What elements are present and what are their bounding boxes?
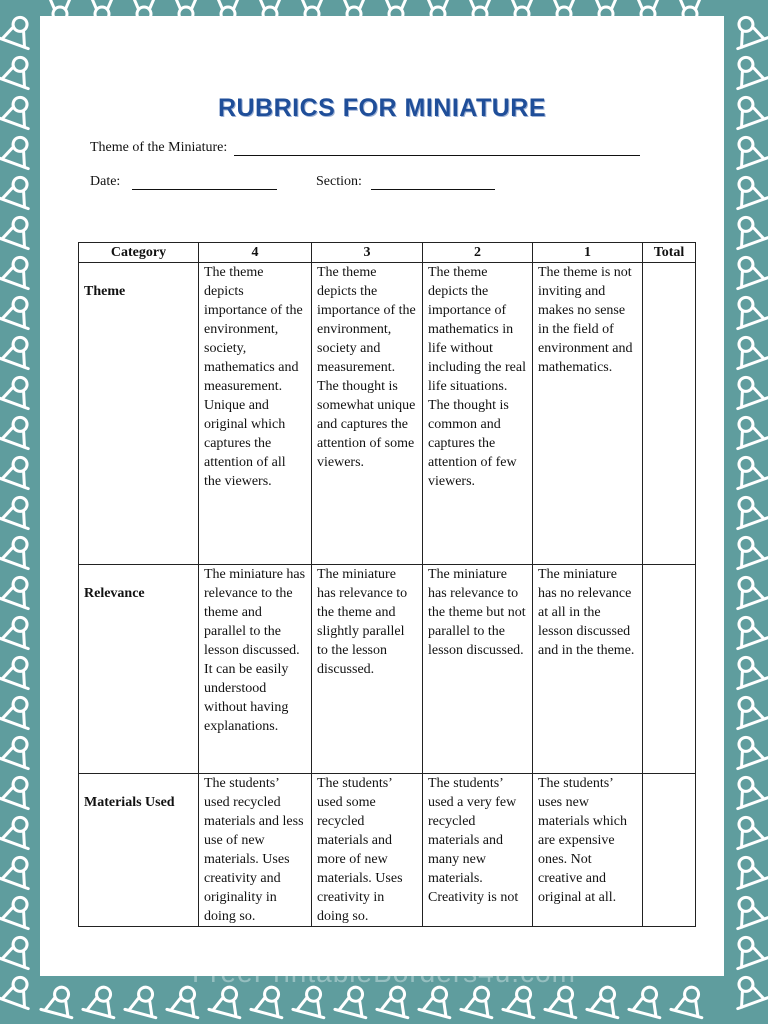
theme-blank-line[interactable]	[234, 143, 640, 156]
category-cell: Relevance	[79, 565, 199, 774]
watermark-text: FreePrintableBorders4u.com	[192, 957, 576, 988]
total-cell[interactable]	[643, 565, 696, 774]
header-category: Category	[79, 243, 199, 263]
score-2-cell: The theme depicts the importance of mathematics in life without including the real life situations. The thought is common and captures the attention of few viewers.	[423, 263, 533, 565]
date-blank-line[interactable]	[132, 177, 277, 190]
date-label: Date:	[90, 174, 121, 189]
score-2-cell: The students’ used a very few recycled materials and many new materials. Creativity is not	[423, 774, 533, 927]
header-score-4: 4	[199, 243, 312, 263]
score-1-cell: The theme is not inviting and makes no sense in the field of environment and mathematics.	[533, 263, 643, 565]
table-row	[79, 565, 696, 774]
section-label: Section:	[316, 174, 362, 189]
table-row	[79, 263, 696, 565]
header-score-1: 1	[533, 243, 643, 263]
header-score-2: 2	[423, 243, 533, 263]
rubric-table	[78, 242, 696, 927]
page-sheet	[40, 16, 724, 976]
total-cell[interactable]	[643, 263, 696, 565]
score-3-cell: The theme depicts the importance of the environment, society and measurement. The thought is somewhat unique and captures the attention of some viewers.	[312, 263, 423, 565]
header-score-3: 3	[312, 243, 423, 263]
page-title: RUBRICS FOR MINIATURE	[217, 94, 547, 122]
header-total: Total	[643, 243, 696, 263]
score-4-cell: The students’ used recycled materials and less use of new materials. Uses creativity and originality in doing so.	[199, 774, 312, 927]
score-1-cell: The miniature has no relevance at all in the lesson discussed and in the theme.	[533, 565, 643, 774]
category-cell: Materials Used	[79, 774, 199, 927]
category-cell: Theme	[79, 263, 199, 565]
table-row	[79, 774, 696, 927]
table-header-row	[79, 243, 696, 263]
score-4-cell: The theme depicts importance of the environment, society, mathematics and measurement. Unique and original which captures the attention of all the viewers.	[199, 263, 312, 565]
date-field	[90, 174, 277, 190]
score-3-cell: The students’ used some recycled materials and more of new materials. Uses creativity in doing so.	[312, 774, 423, 927]
theme-field	[90, 140, 640, 156]
section-field	[316, 174, 495, 190]
total-cell[interactable]	[643, 774, 696, 927]
score-4-cell: The miniature has relevance to the theme and parallel to the lesson discussed. It can be easily understood without having explanations.	[199, 565, 312, 774]
score-2-cell: The miniature has relevance to the theme but not parallel to the lesson discussed.	[423, 565, 533, 774]
section-blank-line[interactable]	[371, 177, 495, 190]
score-1-cell: The students’ uses new materials which are expensive ones. Not creative and original at all.	[533, 774, 643, 927]
theme-label: Theme of the Miniature:	[90, 140, 228, 155]
score-3-cell: The miniature has relevance to the theme and slightly parallel to the lesson discussed.	[312, 565, 423, 774]
